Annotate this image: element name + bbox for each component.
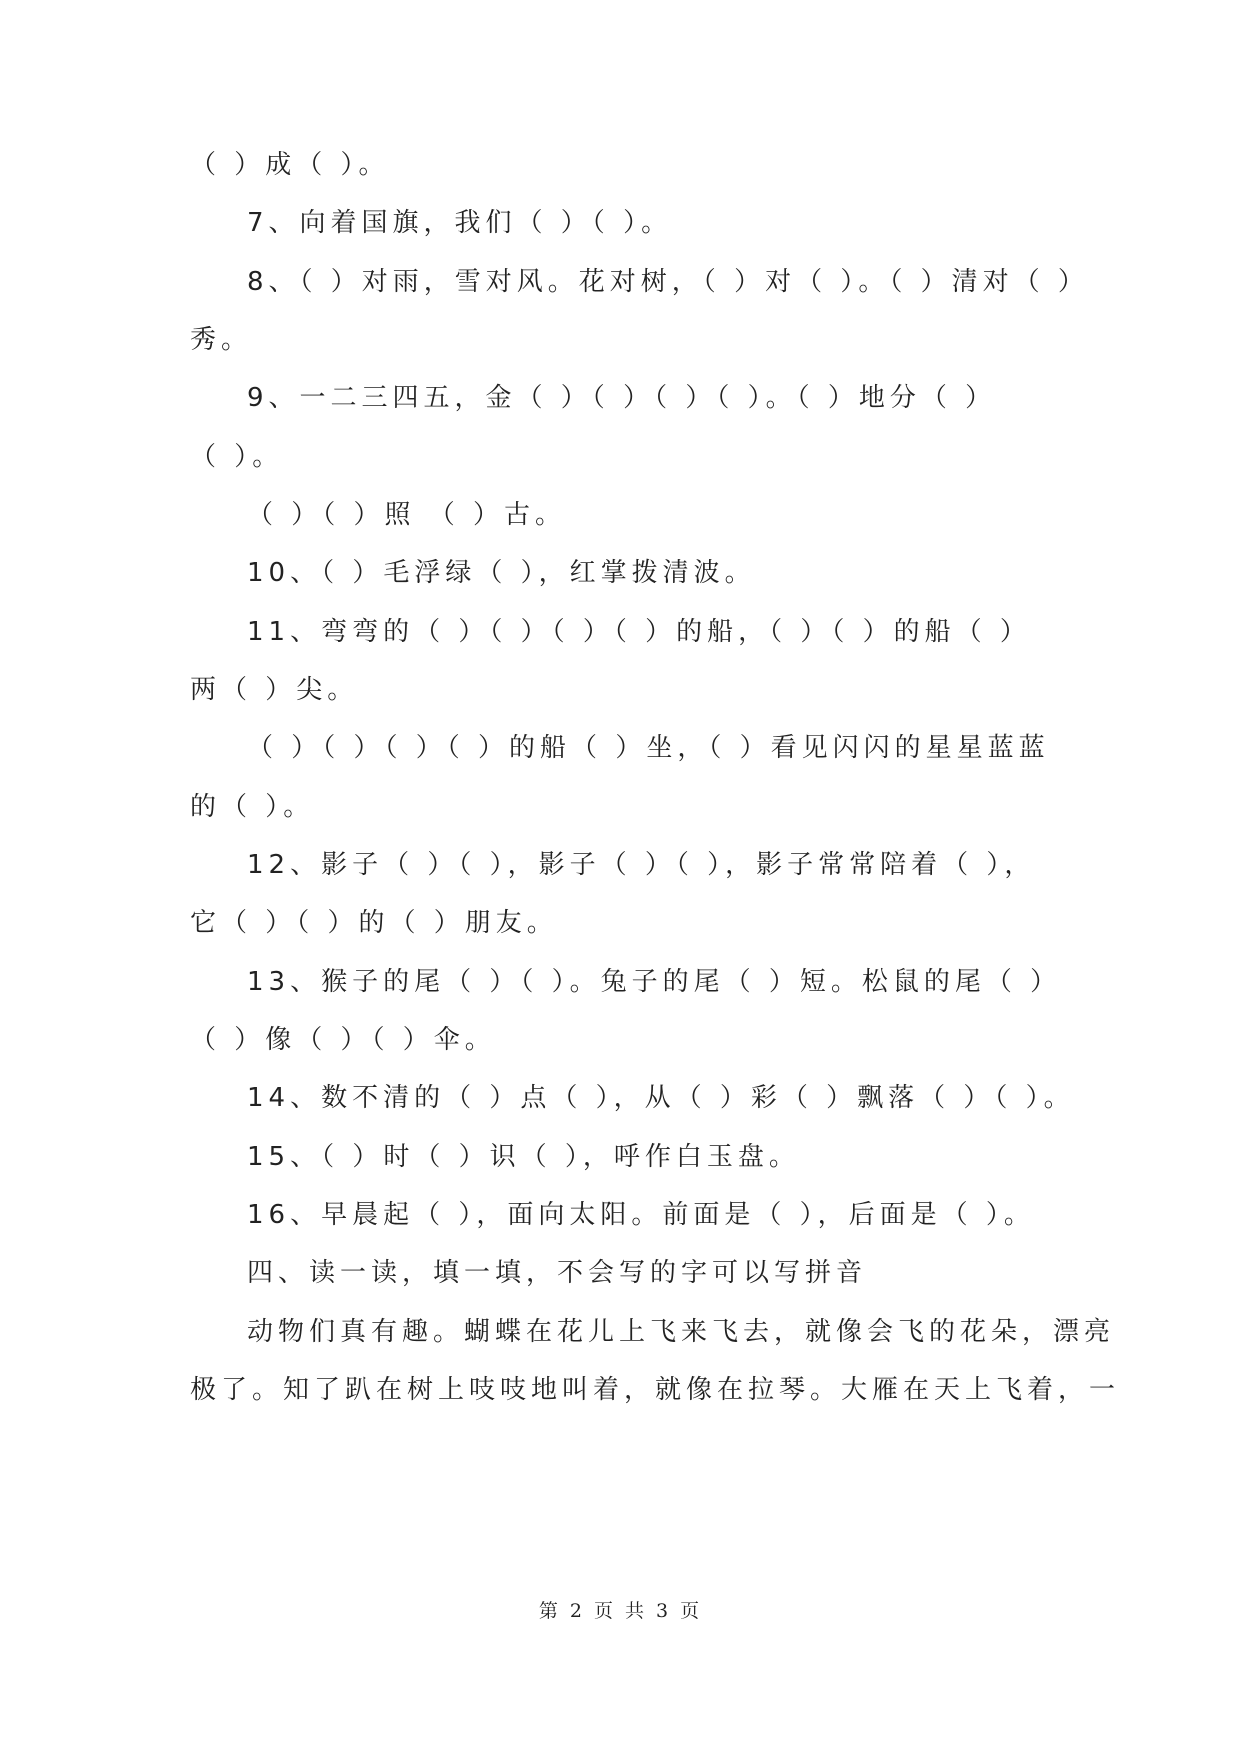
text-line: 12、影子（ ）（ ），影子（ ）（ ），影子常常陪着（ ）， [247,850,1036,880]
text-line: 13、猴子的尾（ ）（ ）。兔子的尾（ ）短。松鼠的尾（ ） [247,967,1062,997]
text-line: 10、（ ）毛浮绿（ ），红掌拨清波。 [247,558,756,588]
section-heading: 四、读一读，填一填，不会写的字可以写拼音 [247,1258,868,1288]
text-line: 秀。 [190,325,253,355]
text-line: 极了。知了趴在树上吱吱地叫着，就像在拉琴。大雁在天上飞着，一 [190,1375,1121,1405]
text-line: 15、（ ）时（ ）识（ ），呼作白玉盘。 [247,1142,800,1172]
text-line: 14、数不清的（ ）点（ ），从（ ）彩（ ）飘落（ ）（ ）。 [247,1083,1075,1113]
text-line: 8、（ ）对雨，雪对风。花对树，（ ）对（ ）。（ ）清对（ ） [247,267,1089,297]
text-line: 的（ ）。 [190,792,315,822]
text-line: 16、早晨起（ ），面向太阳。前面是（ ），后面是（ ）。 [247,1200,1035,1230]
text-line: （ ）像（ ）（ ）伞。 [190,1025,496,1055]
text-line: （ ）（ ）（ ）（ ）的船（ ）坐，（ ）看见闪闪的星星蓝蓝 [247,733,1050,763]
text-line: （ ）（ ）照 （ ）古。 [247,500,567,530]
text-line: 11、弯弯的（ ）（ ）（ ）（ ）的船，（ ）（ ）的船（ ） [247,617,1031,647]
text-line: 它（ ）（ ）的（ ）朋友。 [190,908,558,938]
text-line: 9、一二三四五，金（ ）（ ）（ ）（ ）。（ ）地分（ ） [247,383,997,413]
page-footer: 第 2 页 共 3 页 [538,1600,703,1622]
text-line: 两（ ）尖。 [190,675,359,705]
text-line: （ ）成（ ）。 [190,150,390,180]
text-line: 动物们真有趣。蝴蝶在花儿上飞来飞去，就像会飞的花朵，漂亮 [247,1317,1116,1347]
text-line: 7、向着国旗，我们（ ）（ ）。 [247,208,673,238]
text-line: （ ）。 [190,442,284,472]
